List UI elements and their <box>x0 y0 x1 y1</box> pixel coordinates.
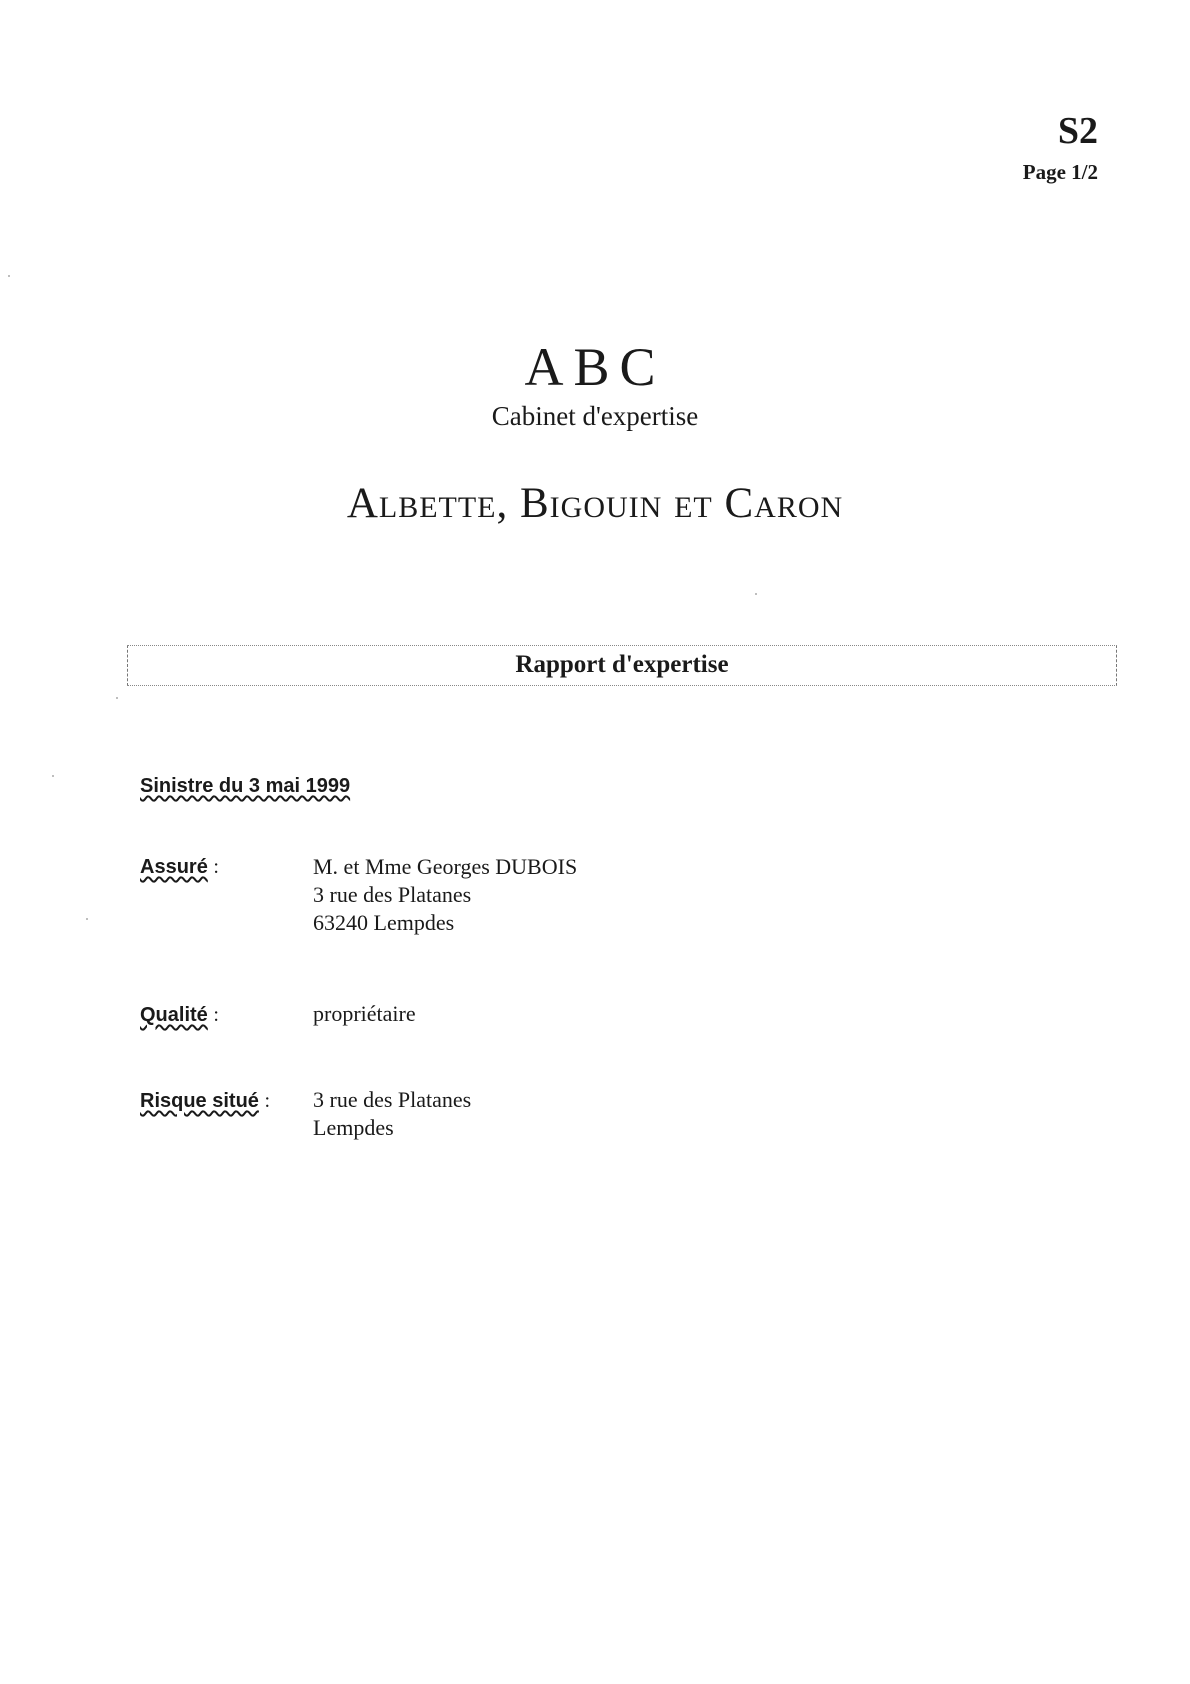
quality-label <box>140 1005 219 1025</box>
insured-value <box>313 853 577 937</box>
scan-speck <box>755 593 757 595</box>
document-code: S2 <box>1057 110 1098 152</box>
insured-street: 3 rue des Platanes <box>313 882 472 907</box>
report-title: Rapport d'expertise <box>515 651 729 678</box>
claim-heading: Sinistre du 3 mai 1999 <box>140 775 351 797</box>
firm-subtitle: Cabinet d'expertise <box>491 401 699 431</box>
risk-location-label-text: Risque situé <box>140 1090 259 1112</box>
risk-location-city: Lempdes <box>313 1115 394 1140</box>
scan-speck <box>116 697 118 699</box>
insured-label-text: Assuré <box>140 856 208 878</box>
scan-speck <box>52 775 54 777</box>
quality-label-text: Qualité <box>140 1004 208 1026</box>
insured-city: 63240 Lempdes <box>313 910 455 935</box>
scan-speck <box>86 918 88 920</box>
firm-name: Albette, Bigouin et Caron <box>346 480 844 527</box>
insured-name: M. et Mme Georges DUBOIS <box>313 854 578 879</box>
report-title-box <box>127 645 1117 686</box>
scan-speck <box>8 275 10 277</box>
quality-value <box>313 1000 416 1028</box>
insured-label <box>140 857 219 877</box>
risk-location-street: 3 rue des Platanes <box>313 1087 472 1112</box>
quality-text: propriétaire <box>313 1001 416 1026</box>
firm-logo: ABC <box>524 337 666 397</box>
risk-location-value <box>313 1086 471 1142</box>
quality-label-colon: : <box>213 1004 219 1026</box>
insured-label-colon: : <box>213 856 219 878</box>
risk-location-label <box>140 1091 270 1111</box>
risk-location-label-colon: : <box>264 1090 271 1112</box>
page-number: Page 1/2 <box>1022 160 1098 184</box>
